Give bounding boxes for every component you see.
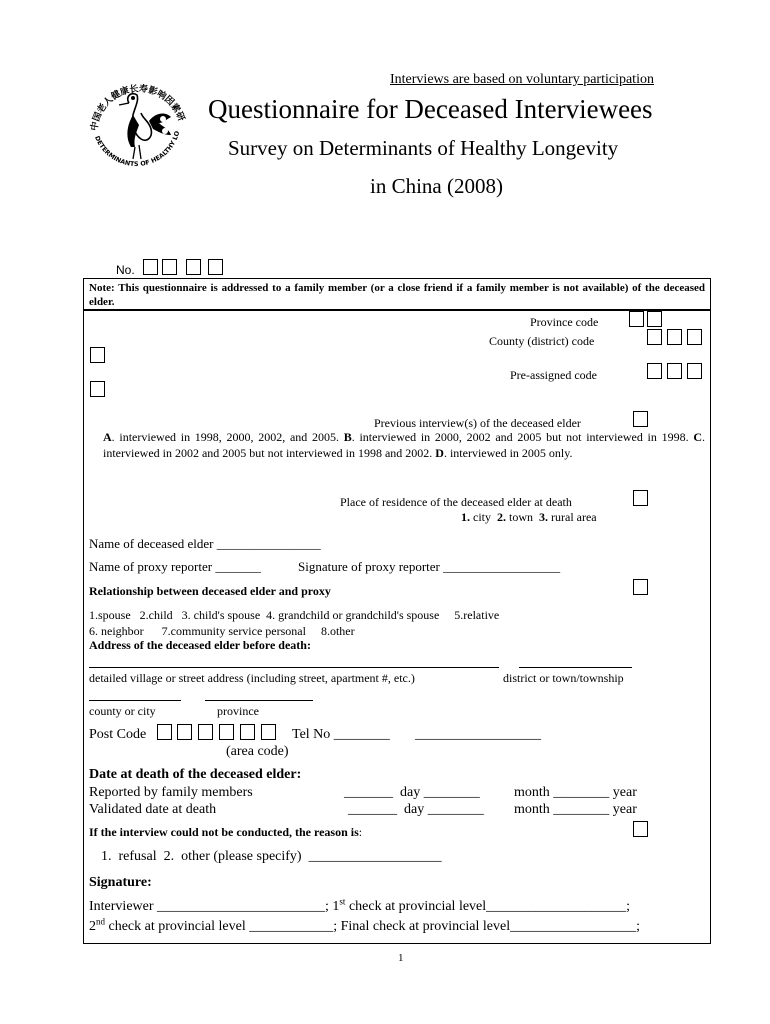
- county-line[interactable]: [89, 700, 181, 701]
- page-title: Questionnaire for Deceased Interviewees: [208, 94, 653, 124]
- not-conducted-box[interactable]: [633, 821, 648, 837]
- second-check-num: 2: [89, 919, 96, 934]
- tel-field[interactable]: Tel No ________: [292, 727, 390, 742]
- area-code-caption: (area code): [226, 744, 289, 759]
- county-code-box-1[interactable]: [647, 329, 662, 345]
- reported-label: Reported by family members: [89, 785, 253, 800]
- validated-label: Validated date at death: [89, 802, 217, 817]
- preassigned-code-label: Pre-assigned code: [510, 368, 597, 382]
- interviewer-field[interactable]: Interviewer ________________________; 1: [89, 899, 340, 914]
- relationship-box[interactable]: [633, 579, 648, 595]
- left-check-box-1[interactable]: [90, 347, 105, 363]
- tel-number-blank[interactable]: __________________: [415, 727, 541, 742]
- relationship-label: Relationship between deceased elder and proxy: [89, 584, 331, 598]
- logo-cn-text: 中国老人健康长寿影响因素研: [89, 84, 186, 132]
- county-caption: county or city: [89, 704, 156, 718]
- residence-opt-2: town: [509, 510, 533, 524]
- not-conducted-options[interactable]: 1. refusal 2. other (please specify) ___________________: [101, 849, 442, 864]
- number-box-3[interactable]: [186, 259, 201, 275]
- post-code-box-1[interactable]: [157, 724, 172, 740]
- logo-seal: [83, 73, 191, 175]
- voluntary-note: Interviews are based on voluntary participation: [390, 72, 654, 87]
- relationship-options-line2: 6. neighbor 7.community service personal 8.other: [89, 624, 355, 638]
- province-line[interactable]: [205, 700, 313, 701]
- preassigned-code-box-3[interactable]: [687, 363, 702, 379]
- page-number: 1: [398, 952, 404, 964]
- signature-label: Signature:: [89, 875, 152, 890]
- preassigned-code-box-1[interactable]: [647, 363, 662, 379]
- post-code-box-6[interactable]: [261, 724, 276, 740]
- address-label: Address of the deceased elder before death:: [89, 638, 311, 652]
- note-text: Note: This questionnaire is addressed to a family member (or a close friend if a family member is not available) of the deceased elder.: [89, 282, 705, 308]
- number-box-4[interactable]: [208, 259, 223, 275]
- not-conducted-label: [89, 825, 362, 840]
- residence-opt-3-num: 3.: [539, 510, 548, 524]
- residence-options: [461, 510, 597, 525]
- signature-line-2[interactable]: [89, 916, 640, 935]
- not-conducted-colon: :: [358, 825, 363, 839]
- county-code-label: County (district) code: [489, 334, 595, 348]
- reported-month-year-field[interactable]: month ________ year: [514, 785, 637, 800]
- post-code-box-3[interactable]: [198, 724, 213, 740]
- validated-day-field[interactable]: _______ day ________: [348, 802, 484, 817]
- district-caption: district or town/township: [503, 671, 624, 685]
- proxy-signature-field[interactable]: Signature of proxy reporter __________________: [298, 559, 561, 574]
- previous-interviews-label: Previous interview(s) of the deceased elder: [374, 416, 581, 430]
- province-caption: province: [217, 704, 259, 718]
- number-box-1[interactable]: [143, 259, 158, 275]
- previous-interviews-options: A. interviewed in 1998, 2000, 2002, and 2005. B. interviewed in 2000, 2002 and 2005 but not interviewed in 1998. C. interviewed in 2002 and 2005 but not interviewed in 1998 and 2002. D. interviewed in 2005 only.: [103, 430, 705, 460]
- preassigned-code-box-2[interactable]: [667, 363, 682, 379]
- first-check-field[interactable]: check at provincial level____________________;: [348, 899, 631, 914]
- province-code-label: Province code: [530, 315, 599, 329]
- not-conducted-text: If the interview could not be conducted, the reason is: [89, 825, 359, 839]
- district-line[interactable]: [519, 667, 632, 668]
- post-code-label: Post Code: [89, 727, 147, 742]
- province-code-box-1[interactable]: [629, 311, 644, 327]
- previous-interviews-box[interactable]: [633, 411, 648, 427]
- reported-day-field[interactable]: _______ day ________: [344, 785, 480, 800]
- residence-label: Place of residence of the deceased elder at death: [340, 495, 572, 509]
- number-box-2[interactable]: [162, 259, 177, 275]
- validated-month-year-field[interactable]: month ________ year: [514, 802, 637, 817]
- county-code-box-3[interactable]: [687, 329, 702, 345]
- province-code-box-2[interactable]: [647, 311, 662, 327]
- residence-opt-1: city: [473, 510, 491, 524]
- residence-box[interactable]: [633, 490, 648, 506]
- residence-opt-2-num: 2.: [497, 510, 506, 524]
- left-check-box-2[interactable]: [90, 381, 105, 397]
- survey-subtitle: Survey on Determinants of Healthy Longevity: [228, 136, 619, 160]
- post-code-box-4[interactable]: [219, 724, 234, 740]
- street-address-line[interactable]: [89, 667, 499, 668]
- proxy-name-field[interactable]: Name of proxy reporter _______: [89, 559, 261, 574]
- second-and-final-check-field[interactable]: check at provincial level ____________; Final check at provincial level__________________;: [108, 919, 640, 934]
- date-of-death-label: Date at death of the deceased elder:: [89, 767, 302, 782]
- county-code-box-2[interactable]: [667, 329, 682, 345]
- number-label: No.: [116, 263, 135, 277]
- survey-subtitle-year: in China (2008): [370, 174, 503, 198]
- residence-opt-3: rural area: [551, 510, 597, 524]
- post-code-box-5[interactable]: [240, 724, 255, 740]
- signature-line-1[interactable]: [89, 896, 631, 915]
- nd-superscript: nd: [96, 916, 105, 927]
- street-address-caption: detailed village or street address (including street, apartment #, etc.): [89, 671, 415, 685]
- st-superscript: st: [339, 896, 346, 907]
- post-code-box-2[interactable]: [177, 724, 192, 740]
- logo-en-text: DETERMINANTS OF HEALTHY LO: [93, 130, 182, 169]
- residence-opt-1-num: 1.: [461, 510, 470, 524]
- deceased-name-field[interactable]: Name of deceased elder ________________: [89, 536, 321, 551]
- relationship-options-line1: 1.spouse 2.child 3. child's spouse 4. grandchild or grandchild's spouse 5.relative: [89, 608, 500, 622]
